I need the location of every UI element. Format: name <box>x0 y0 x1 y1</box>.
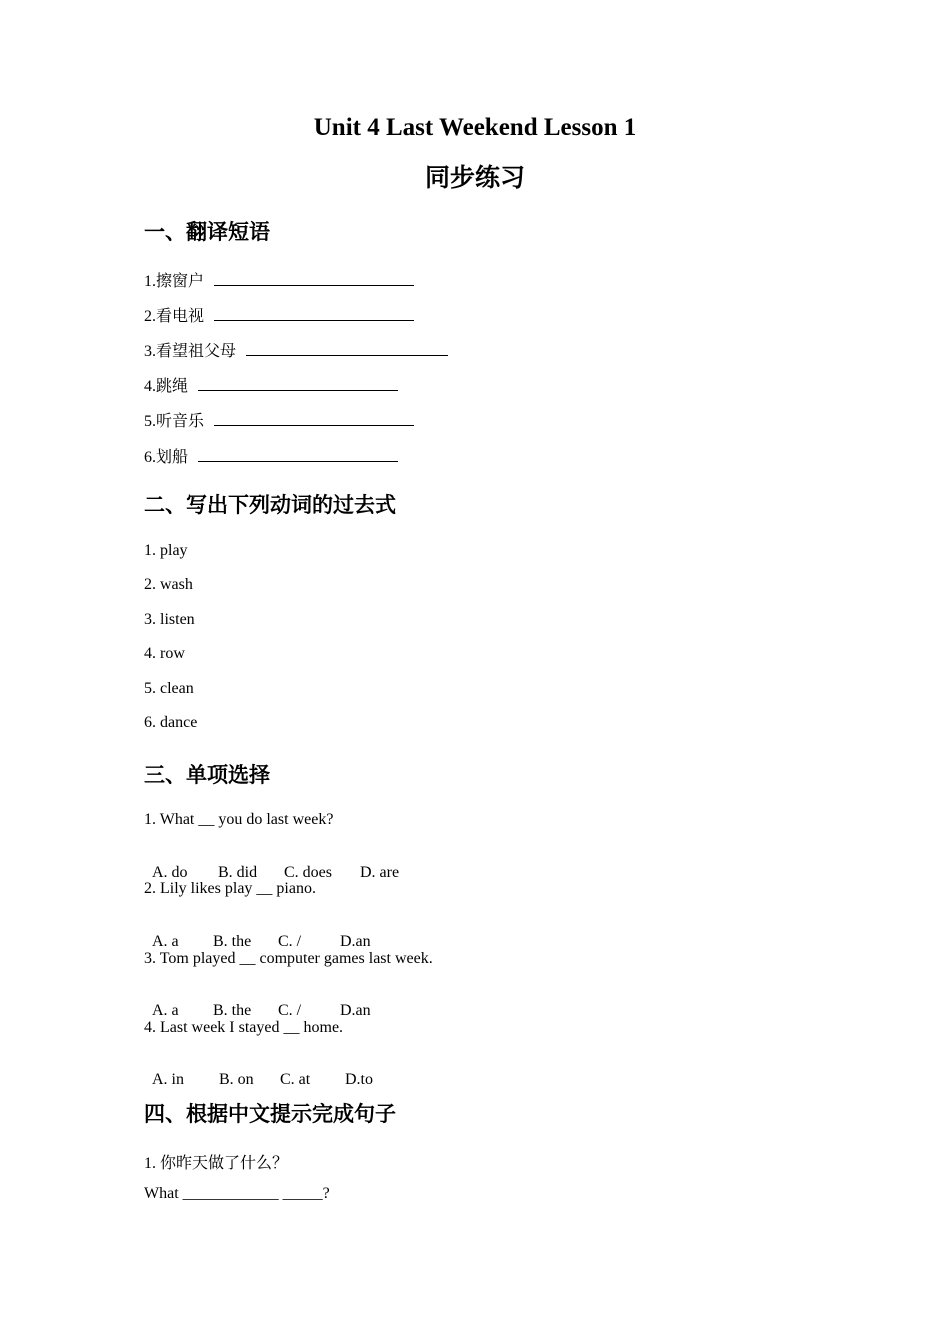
option-b[interactable]: B. on <box>219 1071 254 1088</box>
question-options <box>144 1053 373 1089</box>
option-c[interactable]: C. at <box>280 1071 311 1088</box>
option-b[interactable]: B. did <box>218 864 258 881</box>
option-d[interactable]: D.an <box>340 933 371 950</box>
question-options <box>144 846 399 882</box>
option-a[interactable]: A. do <box>152 864 188 881</box>
section1-heading: 一、翻译短语 <box>144 220 270 244</box>
sentence-prompt: 1. 你昨天做了什么？ <box>144 1155 289 1172</box>
worksheet-title: Unit 4 Last Weekend Lesson 1 <box>313 114 637 141</box>
section1-item: 5.听音乐 <box>144 408 414 431</box>
option-d[interactable]: D.an <box>340 1002 371 1019</box>
option-a[interactable]: A. a <box>152 933 179 950</box>
option-b[interactable]: B. the <box>213 933 252 950</box>
section1-item: 3.看望祖父母 <box>144 338 448 361</box>
question-text: 2. Lily likes play __ piano. <box>144 880 316 897</box>
answer-blank[interactable] <box>246 341 448 356</box>
verb-item: 4. row <box>144 645 185 662</box>
section1-item: 6.划船 <box>144 444 398 467</box>
option-c[interactable]: C. / <box>278 933 302 950</box>
option-d[interactable]: D. are <box>360 864 400 881</box>
section4-heading: 四、根据中文提示完成句子 <box>144 1102 396 1126</box>
verb-item: 5. clean <box>144 680 194 697</box>
option-c[interactable]: C. / <box>278 1002 302 1019</box>
question-options <box>144 984 371 1020</box>
answer-blank[interactable] <box>198 447 398 462</box>
answer-blank[interactable] <box>214 411 414 426</box>
section1-item: 1.擦窗户 <box>144 268 414 291</box>
option-a[interactable]: A. a <box>152 1002 179 1019</box>
verb-item: 3. listen <box>144 611 195 628</box>
section2-heading: 二、写出下列动词的过去式 <box>144 493 396 517</box>
answer-blank[interactable] <box>214 271 414 286</box>
option-a[interactable]: A. in <box>152 1071 184 1088</box>
question-text: 4. Last week I stayed __ home. <box>144 1019 344 1036</box>
worksheet-subtitle: 同步练习 <box>424 163 525 192</box>
verb-item: 2. wash <box>144 576 193 593</box>
verb-item: 6. dance <box>144 714 198 731</box>
sentence-answer[interactable]: What ____________ _____? <box>144 1185 330 1202</box>
answer-blank[interactable] <box>214 306 414 321</box>
section1-item: 4.跳绳 <box>144 373 398 396</box>
answer-blank[interactable] <box>198 376 398 391</box>
question-text: 1. What __ you do last week? <box>144 811 334 828</box>
option-b[interactable]: B. the <box>213 1002 252 1019</box>
section3-heading: 三、单项选择 <box>144 763 270 787</box>
question-options <box>144 915 371 951</box>
verb-item: 1. play <box>144 542 188 559</box>
question-text: 3. Tom played __ computer games last week. <box>144 950 433 967</box>
section1-item: 2.看电视 <box>144 303 414 326</box>
option-d[interactable]: D.to <box>345 1071 373 1088</box>
option-c[interactable]: C. does <box>284 864 332 881</box>
